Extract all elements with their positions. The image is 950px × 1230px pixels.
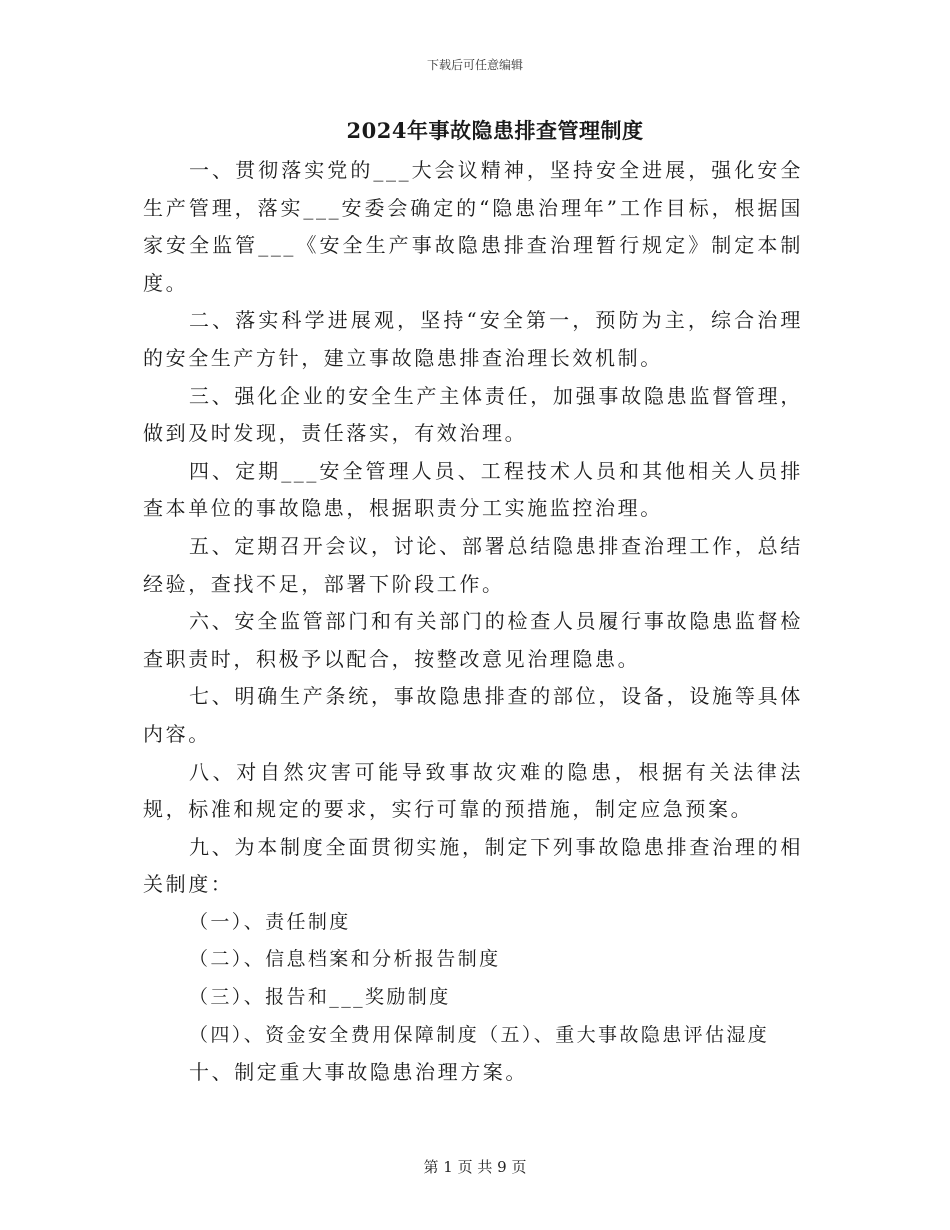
paragraph-4: 四、定期___安全管理人员、工程技术人员和其他相关人员排查本单位的事故隐患，根据职责分工实施监控治理。 xyxy=(143,458,803,521)
paragraph-9: 九、为本制度全面贯彻实施，制定下列事故隐患排查治理的相关制度： xyxy=(143,834,803,897)
sub-item-2: （二）、信息档案和分析报告制度 xyxy=(189,948,501,971)
paragraph-3: 三、强化企业的安全生产主体责任，加强事故隐患监督管理，做到及时发现，责任落实，有效治理。 xyxy=(143,383,803,446)
paragraph-8: 八、对自然灾害可能导致事故灾难的隐患，根据有关法律法规，标准和规定的要求，实行可靠的预措施，制定应急预案。 xyxy=(143,759,803,822)
paragraph-5: 五、定期召开会议，讨论、部署总结隐患排查治理工作，总结经验，查找不足，部署下阶段工作。 xyxy=(143,533,803,596)
paragraph-2: 二、落实科学进展观，坚持“安全第一，预防为主，综合治理的安全生产方针，建立事故隐患排查治理长效机制。 xyxy=(143,308,803,370)
sub-item-3: （三）、报告和___奖励制度 xyxy=(189,986,451,1009)
paragraph-10: 十、制定重大事故隐患治理方案。 xyxy=(189,1060,528,1085)
paragraph-7: 七、明确生产条统，事故隐患排查的部位，设备，设施等具体内容。 xyxy=(143,684,803,746)
document-title: 2024年事故隐患排查管理制度 xyxy=(346,118,644,143)
paragraph-6: 六、安全监管部门和有关部门的检查人员履行事故隐患监督检查职责时，积极予以配合，按整改意见治理隐患。 xyxy=(143,609,803,671)
sub-item-1: （一）、责任制度 xyxy=(189,910,351,933)
header-note: 下载后可任意编辑 xyxy=(426,58,523,72)
page-number: 第 1 页 共 9 页 xyxy=(423,1158,527,1176)
document-body xyxy=(143,152,803,1092)
paragraph-1: 一、贯彻落实党的___大会议精神，坚持安全进展，强化安全生产管理，落实___安委会确定的“隐患治理年”工作目标，根据国家安全监管___《安全生产事故隐患排查治理暂行规定》制定本制度。 xyxy=(143,158,803,295)
sub-item-4: （四）、资金安全费用保障制度（五）、重大事故隐患评估湿度 xyxy=(189,1023,770,1046)
